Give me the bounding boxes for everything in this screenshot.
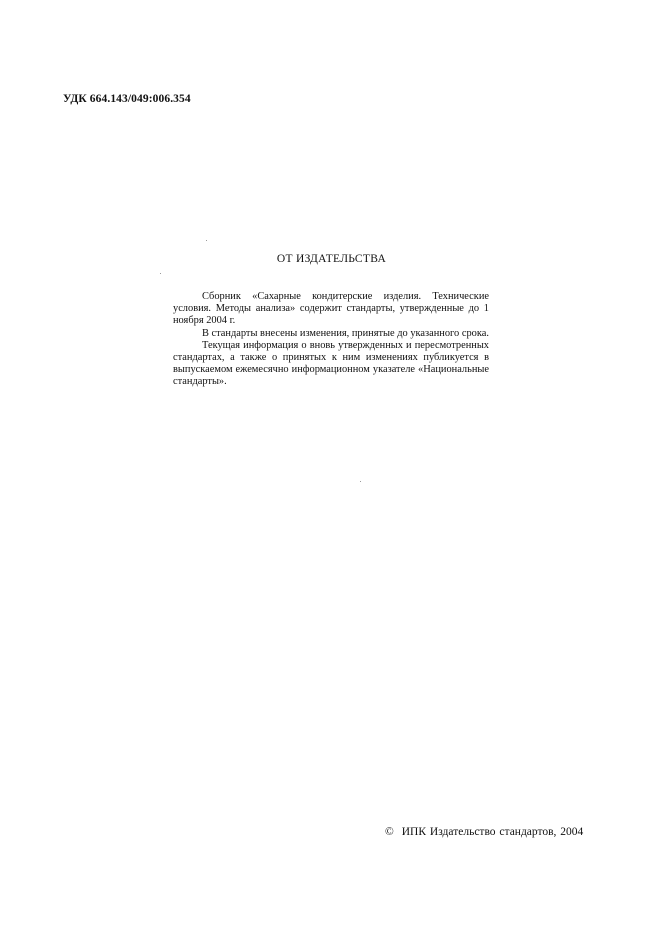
copyright-line bbox=[385, 826, 583, 838]
copyright-text: ИПК Издательство стандартов, 2004 bbox=[401, 826, 584, 838]
page-title: ОТ ИЗДАТЕЛЬСТВА bbox=[276, 253, 387, 265]
paragraph-amendments: В стандарты внесены изменения, принятые до указанного срока. bbox=[202, 327, 489, 339]
publisher-note bbox=[173, 291, 489, 389]
scan-speck bbox=[160, 273, 161, 274]
scan-speck bbox=[360, 481, 361, 482]
copyright-sign: © bbox=[385, 826, 394, 838]
paragraph-collection-description: Сборник «Сахарные кондитерские изделия. Технические условия. Методы анализа» содержит стандарты, утвержденные до 1 ноября 2004 г. bbox=[173, 291, 489, 327]
scan-speck bbox=[206, 240, 207, 241]
udk-code: УДК 664.143/049:006.354 bbox=[63, 93, 191, 105]
paragraph-current-information: Текущая информация о вновь утвержденных и пересмотренных стандартах, а также о принятых к ним изменениях публикуется в выпускаемом ежемесячно информационном указателе «Национальные стандарты». bbox=[173, 339, 489, 388]
